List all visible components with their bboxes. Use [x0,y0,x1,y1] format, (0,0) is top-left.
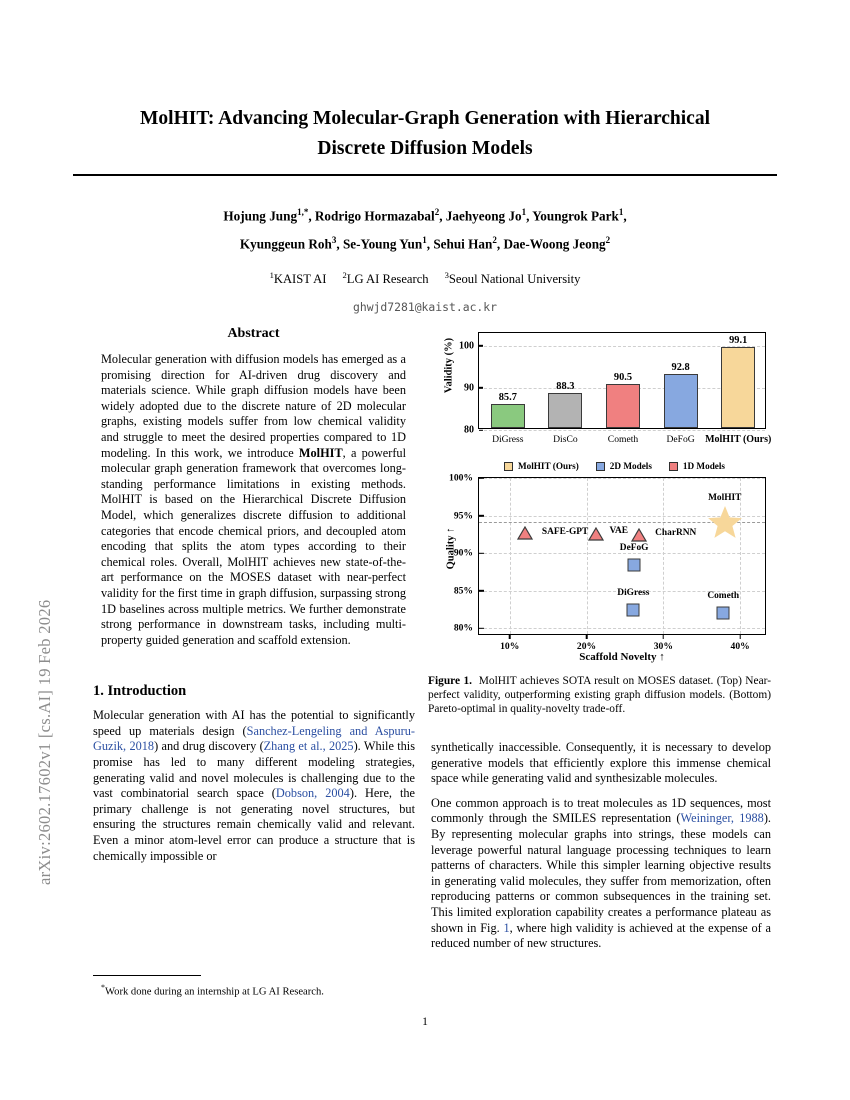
legend-swatch-icon [669,462,678,471]
scatter-gridline-horizontal [479,553,765,554]
bar-chart-bar [721,335,755,428]
scatter-point-square [717,606,730,619]
scatter-point-label: Cometh [707,590,740,601]
legend-swatch-icon [504,462,513,471]
legend-label: MolHIT (Ours) [517,461,579,471]
legend-item [596,461,652,471]
right-column [431,740,771,961]
legend-label: 1D Models [682,461,726,471]
abstract-body: Molecular generation with diffusion models has emerged as a promising direction for AI-driven drug discovery and materials science. While graph diffusion models have been widely adopted due to the discrete nature of 2D molecular graphs, existing models suffer from low chemical validity and struggle to meet the desired properties compared to 1D modeling. In this work, we introduce MolHIT, a powerful molecular graph generation framework that overcomes long-standing performance limitations in existing methods. MolHIT is based on the Hierarchical Discrete Diffusion Model, which generalizes discrete diffusion to additional categories that encode chemical priors, and decoupled atom encoding that splits the atom types according to their chemical roles. Overall, MolHIT achieves new state-of-the-art performance on the MOSES dataset with near-perfect validity for the first time in graph diffusion, surpassing strong 1D baselines across multiple metrics. We further demonstrate strong performance in downstream tasks, including multi-property guided generation and scaffold extension. [101,352,406,647]
scatter-gridline-horizontal [479,628,765,629]
bar-chart-x-tick: DiGress [492,434,524,445]
figure-legend [428,457,773,475]
right-paragraph-1: synthetically inaccessible. Consequently, it is necessary to develop generative models that efficiently explore this immense chemical space while generating valid and synthesizable molecules. [431,740,771,786]
scatter-y-tick: 85% [454,585,479,596]
bar-chart-bar [606,371,640,428]
scatter-point-label: MolHIT [708,493,742,504]
affiliations-line: $^1$KAIST AI $^2$LG AI Research $^3$Seoul National University [269,269,581,286]
bar-chart-value-label: 90.5 [613,371,633,383]
bar-chart-x-tick: MolHIT (Ours) [705,434,772,445]
scatter-point-label: DiGress [617,588,650,599]
author-line-1: Hojung Jung$^{1,*}$, Rodrigo Hormazabal$^2$, Jaehyeong Jo$^1$, Youngrok Park$^1$, [223,207,627,224]
scatter-y-tick: 80% [454,623,479,634]
scatter-y-tick: 90% [454,548,479,559]
scatter-y-axis-label: Quality ↑ [445,527,457,570]
author-line-2: Kyunggeun Roh$^3$, Se-Young Yun$^1$, Sehui Han$^2$, Dae-Woong Jeong$^2$ [239,235,611,252]
abstract-section [101,326,406,648]
arxiv-stamp-text: arXiv:2602.17602v1 [cs.AI] 19 Feb 2026 [35,599,54,885]
scatter-point-triangle [631,528,647,542]
scatter-point-label: SAFE-GPT [541,526,589,537]
page-number: 1 [422,1015,428,1028]
bar-chart-value-label: 92.8 [671,362,690,374]
bar-chart-x-tick: DeFoG [666,434,695,445]
bar-chart-bar [548,381,582,428]
scatter-point-star [707,505,743,539]
scatter-gridline-vertical [510,478,511,634]
bar-chart-value-label: 99.1 [729,335,748,347]
title-block [73,104,777,164]
bar-chart-value-label: 88.3 [556,381,575,392]
introduction-paragraph-1: Molecular generation with AI has the potential to significantly speed up materials design (Sanchez-Lengeling and Aspuru-Guzik, 2018) and drug discovery (Zhang et al., 2025). While this promise has led to many different modeling strategies, generating valid and novel molecules is challenging due to the vast combinatorial search space (Dobson, 2004). Here, the primary challenge is not generating novel structures, but ensuring the structures remain chemically valid and relevant. Even a minor atom-level error can produce a structure that is chemically impossible or [93,708,415,863]
introduction-heading: 1. Introduction [93,683,187,700]
scatter-x-tick: 40% [731,634,750,652]
scatter-gridline-horizontal [479,478,765,479]
bar-chart-plot-area [459,332,772,445]
figure-1 [428,330,773,716]
contact-email: ghwjd7281@kaist.ac.kr [352,299,497,314]
footnote-divider [93,975,201,976]
scatter-point-square [628,558,641,571]
scatter-gridline-vertical [663,478,664,634]
abstract-heading: Abstract [227,326,280,341]
validity-bar-chart [428,330,773,453]
right-paragraph-2: One common approach is to treat molecules as 1D sequences, most commonly through the SMILES representation (Weininger, 1988). By representing molecular graphs into strings, these models can leverage powerful natural language processing techniques to learn patterns of characters. While this simpler learning objective results in generating valid molecules, they suffer from memorization, often reproducing patterns or common subsequences in the training set. This limited exploration capability creates a performance plateau as shown in Fig. 1, where high validity is achieved at the expense of a reduced number of new structures. [431,795,771,951]
quality-novelty-scatter-chart [428,472,773,667]
scatter-y-tick: 95% [454,510,479,521]
bar-chart-y-tick: 80 [464,425,479,436]
scatter-point-label: VAE [609,525,629,536]
scatter-y-tick: 100% [449,473,479,484]
footnote-block [93,975,415,998]
bar-chart-y-tick: 90 [464,382,479,393]
bar-chart-y-tick: 100 [459,340,479,351]
bar-chart-bar [491,391,525,428]
scatter-x-tick: 10% [500,634,519,652]
bar-chart-y-axis-label: Validity (%) [443,337,455,394]
legend-label: 2D Models [609,461,652,471]
scatter-point-label: CharRNN [655,528,697,539]
scatter-gridline-vertical [587,478,588,634]
bar-chart-x-tick: DisCo [553,434,578,445]
scatter-x-axis-label: Scaffold Novelty ↑ [579,651,665,663]
legend-swatch-icon [596,462,605,471]
arxiv-stamp [0,0,60,1100]
scatter-point-triangle [517,526,533,540]
introduction-section [93,683,415,864]
authors-block [73,200,777,314]
scatter-point-square [627,604,640,617]
footnote-text: *Work done during an internship at LG AI Research. [101,982,324,998]
title-divider [73,174,777,176]
bar-chart-bar [664,362,698,428]
scatter-x-tick: 20% [577,634,596,652]
legend-item [504,461,579,471]
scatter-point-label: DeFoG [619,542,649,553]
page-title: MolHIT: Advancing Molecular-Graph Generation with Hierarchical Discrete Diffusion Models [140,108,710,159]
paper-page [73,0,777,1100]
bar-chart-value-label: 85.7 [498,391,517,403]
left-column [93,326,415,873]
bar-chart-x-tick: Cometh [607,434,639,445]
bar-chart-gridline [479,430,765,431]
scatter-point-triangle [588,527,604,541]
figure-caption: Figure 1. MolHIT achieves SOTA result on MOSES dataset. (Top) Near-perfect validity, outperforming existing graph diffusion models. (Bottom) Pareto-optimal in quality-novelty trade-off. [428,675,772,716]
scatter-x-tick: 30% [654,634,673,652]
legend-item [669,461,725,471]
